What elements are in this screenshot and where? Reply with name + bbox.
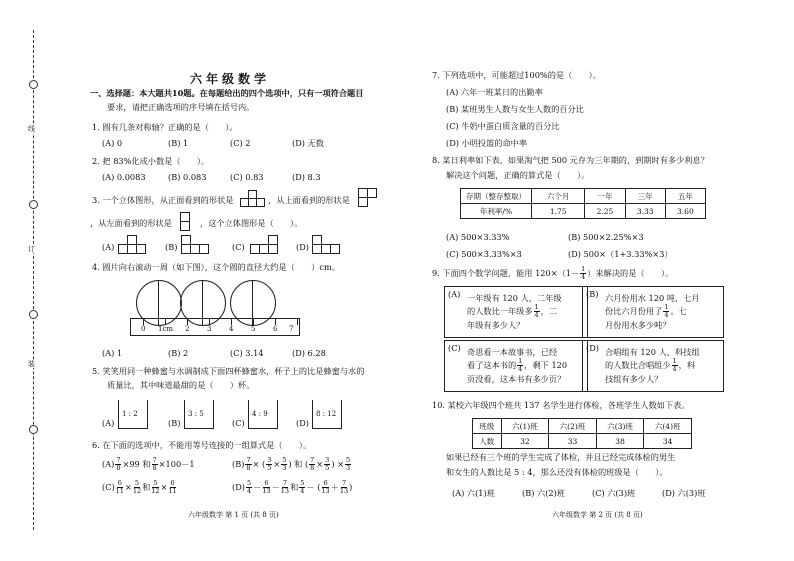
- cup-b-icon: [184, 400, 214, 429]
- cup-b-ratio: 3 : 5: [188, 410, 204, 418]
- interest-rate-table: [460, 188, 706, 219]
- q6-option-c-row: (C) $\frac{6}{11}$ × $\frac{5}{12}$ 和 $\frac{5}{12}$ × $\frac{6}{11}$: [102, 478, 177, 495]
- q2-option-b: (B) 0.083: [168, 172, 207, 182]
- q3-stem-2b: ，这个立体图形是（ ）。: [200, 218, 303, 228]
- table-header-cell: 六(3)班: [596, 419, 644, 434]
- q9-card-b: (B) 六月份用水 120 吨，七月 份比六月份用了 $\frac{1}{4}$ 。七 月份用水多少吨？: [582, 286, 724, 338]
- binding-margin: [27, 30, 41, 530]
- margin-label-xian: 线: [28, 125, 35, 133]
- q10-option-d: (D) 六(3)班: [662, 488, 706, 498]
- left-view-shape-icon: [180, 212, 200, 230]
- q3-option-a-cubes-icon: [118, 234, 148, 254]
- margin-circle-icon: [29, 310, 38, 319]
- q6-option-b: (B): [232, 458, 245, 469]
- q3-stem-2: ，从左面看到的形状是: [90, 218, 172, 228]
- q10-text-1: 如果已经有三个班的学生完成了体检，并且已经完成体检的男生: [446, 452, 676, 462]
- margin-circle-icon: [29, 80, 38, 89]
- table-cell: 3.33: [625, 204, 665, 219]
- q5-option-d: (D): [296, 418, 309, 428]
- cup-d-ratio: 8 : 12: [316, 410, 337, 418]
- q8-option-a: (A) 500×3.33%: [446, 232, 510, 242]
- ruler-tick-label: 2: [185, 325, 190, 333]
- q7-option-d: (D) 小明投篮的命中率: [446, 138, 528, 148]
- q6-option-c: (C): [102, 481, 115, 492]
- q1-option-b: (B) 1: [168, 138, 189, 148]
- q10-option-b: (B) 六(2)班: [522, 488, 565, 498]
- q8-stem-1: 8. 某日利率如下表，如果淘气把 500 元存为三年期的，到期时有多少利息？: [432, 155, 709, 165]
- table-cell: 年利率/%: [461, 204, 532, 219]
- margin-label-zhuang: 装: [28, 360, 35, 368]
- q8-option-b: (B) 500×2.25%×3: [568, 232, 644, 242]
- q8-option-d: (D) 500×（1+3.33%×3）: [568, 249, 673, 259]
- table-header-cell: 六个月: [532, 189, 585, 204]
- ruler-tick-label: 7: [289, 325, 294, 333]
- q6-option-a: (A): [102, 458, 115, 469]
- fraction: $\frac{5}{4}$: [300, 478, 305, 495]
- q9-stem-row: [432, 264, 673, 282]
- q5-option-c: (C): [232, 418, 245, 428]
- fraction: $\frac{1}{4}$: [581, 264, 586, 281]
- fraction: $\frac{7}{8}$: [116, 455, 121, 472]
- front-view-shape-icon: [240, 190, 270, 206]
- q5-stem-1: 5. 笑笑用同一种蜂蜜与水调制成下面四杯蜂蜜水，杯子上的比是蜂蜜与水的: [92, 366, 365, 376]
- section-heading-cont: 要求，请把正确选项的序号填在括号内。: [107, 102, 255, 112]
- table-header-cell: 三年: [625, 189, 665, 204]
- table-cell: 34: [644, 434, 692, 449]
- q3-option-c: (C): [232, 242, 245, 252]
- cup-d-icon: [312, 400, 342, 429]
- q4-stem: 4. 圆片向右滚动一周（如下图），这个圆的直径大约是（ ）cm。: [92, 262, 340, 272]
- q5-option-b: (B): [168, 418, 181, 428]
- q1-option-a: (A) 0: [102, 138, 123, 148]
- q3-option-b: (B): [165, 242, 178, 252]
- q4-option-b: (B) 2: [168, 348, 189, 358]
- ruler-tick-label: 0: [141, 325, 146, 333]
- q3-option-d: (D): [296, 242, 309, 252]
- fraction: $\frac{7}{8}$: [152, 455, 157, 472]
- table-header-cell: 六(2)班: [549, 419, 597, 434]
- table-cell: 2.25: [585, 204, 625, 219]
- q7-option-b: (B) 某班男生人数与女生人数的百分比: [446, 104, 584, 114]
- q3-stem-1b: ，从上面看到的形状是: [268, 195, 350, 205]
- q4-option-a: (A) 1: [102, 348, 123, 358]
- q1-option-d: (D) 无数: [292, 138, 324, 148]
- page-1-footer: 六年级数学 第 1 页 (共 8 页): [188, 511, 279, 519]
- table-header-cell: 一年: [585, 189, 625, 204]
- q10-text-2: 和女生的人数比是 5 : 4，那么还没有体检的班级是（ ）。: [446, 467, 668, 477]
- margin-circle-icon: [29, 425, 38, 434]
- q3-option-d-cubes-icon: [312, 234, 342, 254]
- margin-circle-icon: [29, 200, 38, 209]
- table-cell: 1.75: [532, 204, 585, 219]
- cup-c-icon: [248, 400, 278, 429]
- ruler-tick-label: 5: [251, 325, 256, 333]
- q2-stem: 2. 把 83%化成小数是（ ）。: [92, 156, 210, 166]
- q3-option-c-cubes-icon: [250, 234, 284, 254]
- fraction: $\frac{5}{12}$: [132, 478, 142, 495]
- table-row: [473, 434, 692, 449]
- q6-stem: 6. 在下面的选项中，不能用等号连接的一组算式是（ ）。: [92, 440, 312, 450]
- fraction: $\frac{5}{3}$: [282, 455, 287, 472]
- q8-stem-2: 解决这个问题，正确的算式是（ ）。: [446, 170, 590, 180]
- ruler-tick-label: 3: [207, 325, 212, 333]
- table-row: [461, 204, 706, 219]
- class-size-table: [472, 418, 692, 449]
- table-header-cell: 存期（整存整取）: [461, 189, 532, 204]
- q10-stem: 10. 某校六年级四个班共 137 名学生进行体检，各班学生人数如下表。: [432, 400, 690, 410]
- q3-stem-1: 3. 一个立体图形，从正面看到的形状是: [92, 195, 234, 205]
- q9-card-a: (A) 一年级有 120 人，二年级 的人数比一年级多 $\frac{1}{4}$ ，二 年级有多少人？: [444, 286, 588, 338]
- q2-option-d: (D) 8.3: [292, 172, 321, 182]
- page-2-footer: 六年级数学 第 2 页 (共 8 页): [552, 511, 643, 519]
- q9-card-c: (C) 奇思看一本故事书，已经 看了这本书的 $\frac{1}{4}$ ，剩下 120 页没看，这本书有多少页？: [444, 340, 588, 392]
- q8-option-c: (C) 500×3.33%×3: [446, 249, 522, 259]
- q7-option-a: (A) 六年一班某日的出勤率: [446, 87, 543, 97]
- margin-label-ding: 订: [28, 245, 35, 253]
- q9-stem-b: ）来解决的是（ ）。: [587, 267, 674, 278]
- q10-option-c: (C) 六(3)班: [592, 488, 636, 498]
- q3-option-b-cubes-icon: [181, 234, 211, 254]
- fraction: $\frac{6}{13}$: [321, 478, 330, 495]
- top-view-shape-icon: [358, 188, 384, 206]
- table-cell: 38: [596, 434, 644, 449]
- q7-option-c: (C) 牛奶中蛋白质含量的百分比: [446, 121, 560, 131]
- ruler-tick-label: 1cm: [158, 325, 174, 333]
- q2-option-a: (A) 0.0083: [102, 172, 146, 182]
- q1-option-c: (C) 2: [230, 138, 251, 148]
- q6-option-a-row: (A) $\frac{7}{8}$ ×99 和 $\frac{7}{8}$ ×100－1: [102, 455, 195, 472]
- q10-option-a: (A) 六(1)班: [452, 488, 495, 498]
- section-heading: 一、选择题：本大题共10题。在每题给出的四个选项中，只有一项符合题目: [90, 88, 364, 98]
- fraction: $\frac{5}{4}$: [246, 478, 252, 495]
- fraction: $\frac{7}{8}$: [246, 455, 251, 472]
- cup-a-icon: [118, 400, 148, 429]
- q6-option-d-row: (D) $\frac{5}{4}$ － $\frac{6}{13}$ － $\frac{7}{13}$ 和 $\frac{5}{4}$ － ( $\frac{6}{13}$ ＋ $\frac{7}{13}$ ): [232, 478, 353, 495]
- table-cell: 33: [549, 434, 597, 449]
- q9-stem: 9. 下面四个数学问题，能用 120×（1－: [432, 267, 580, 278]
- q4-option-d: (D) 6.28: [292, 348, 326, 358]
- q9-card-d: (D) 合唱组有 120 人，科技组 的人数比合唱组少 $\frac{1}{4}$ ，科 技组有多少人？: [582, 340, 724, 392]
- fraction: $\frac{6}{13}$: [262, 478, 271, 495]
- fraction: $\frac{3}{5}$: [325, 455, 330, 472]
- table-header-cell: 六(1)班: [501, 419, 549, 434]
- fraction: $\frac{5}{3}$: [345, 455, 351, 472]
- table-header-cell: 六(4)班: [644, 419, 692, 434]
- fraction: $\frac{3}{5}$: [267, 455, 272, 472]
- table-row: [461, 189, 706, 204]
- ruler: [130, 318, 300, 336]
- table-cell: 人数: [473, 434, 502, 449]
- table-header-cell: 五年: [665, 189, 705, 204]
- rolling-circle-diagram: [130, 280, 310, 340]
- ruler-tick-label: 4: [229, 325, 234, 333]
- q5-option-a: (A): [102, 418, 115, 428]
- cup-c-ratio: 4 : 9: [252, 410, 268, 418]
- table-row: [473, 419, 692, 434]
- fraction: $\frac{6}{11}$: [115, 478, 124, 495]
- table-cell: 32: [501, 434, 549, 449]
- fraction: $\frac{7}{13}$: [339, 478, 349, 495]
- fraction: $\frac{6}{11}$: [168, 478, 177, 495]
- cup-a-ratio: 1 : 2: [122, 410, 138, 418]
- q3-option-a: (A): [102, 242, 115, 252]
- table-cell: 3.60: [665, 204, 705, 219]
- q1-stem: 1. 圆有几条对称轴？正确的是（ ）。: [92, 122, 238, 132]
- binding-dashed-line: [33, 30, 34, 530]
- fraction: $\frac{7}{8}$: [310, 455, 315, 472]
- q4-option-c: (C) 3.14: [230, 348, 264, 358]
- table-header-cell: 班级: [473, 419, 502, 434]
- q7-stem: 7. 下列选项中，可能超过100%的是（ ）。: [432, 70, 601, 80]
- q6-option-d: (D): [232, 481, 245, 492]
- q2-option-c: (C) 0.83: [230, 172, 264, 182]
- q5-stem-2: 质量比，其中味道最甜的是（ ）杯。: [107, 380, 255, 390]
- ruler-tick-label: 6: [273, 325, 278, 333]
- fraction: $\frac{7}{13}$: [280, 478, 290, 495]
- fraction: $\frac{5}{12}$: [151, 478, 160, 495]
- page-title: 六年级数学: [190, 72, 271, 86]
- q6-option-b-row: (B) $\frac{7}{8}$ × ( $\frac{3}{5}$ × $\frac{5}{3}$ ) 和 ( $\frac{7}{8}$ × $\frac{3}{5}$ ) × $\frac{5}{3}$: [232, 455, 351, 472]
